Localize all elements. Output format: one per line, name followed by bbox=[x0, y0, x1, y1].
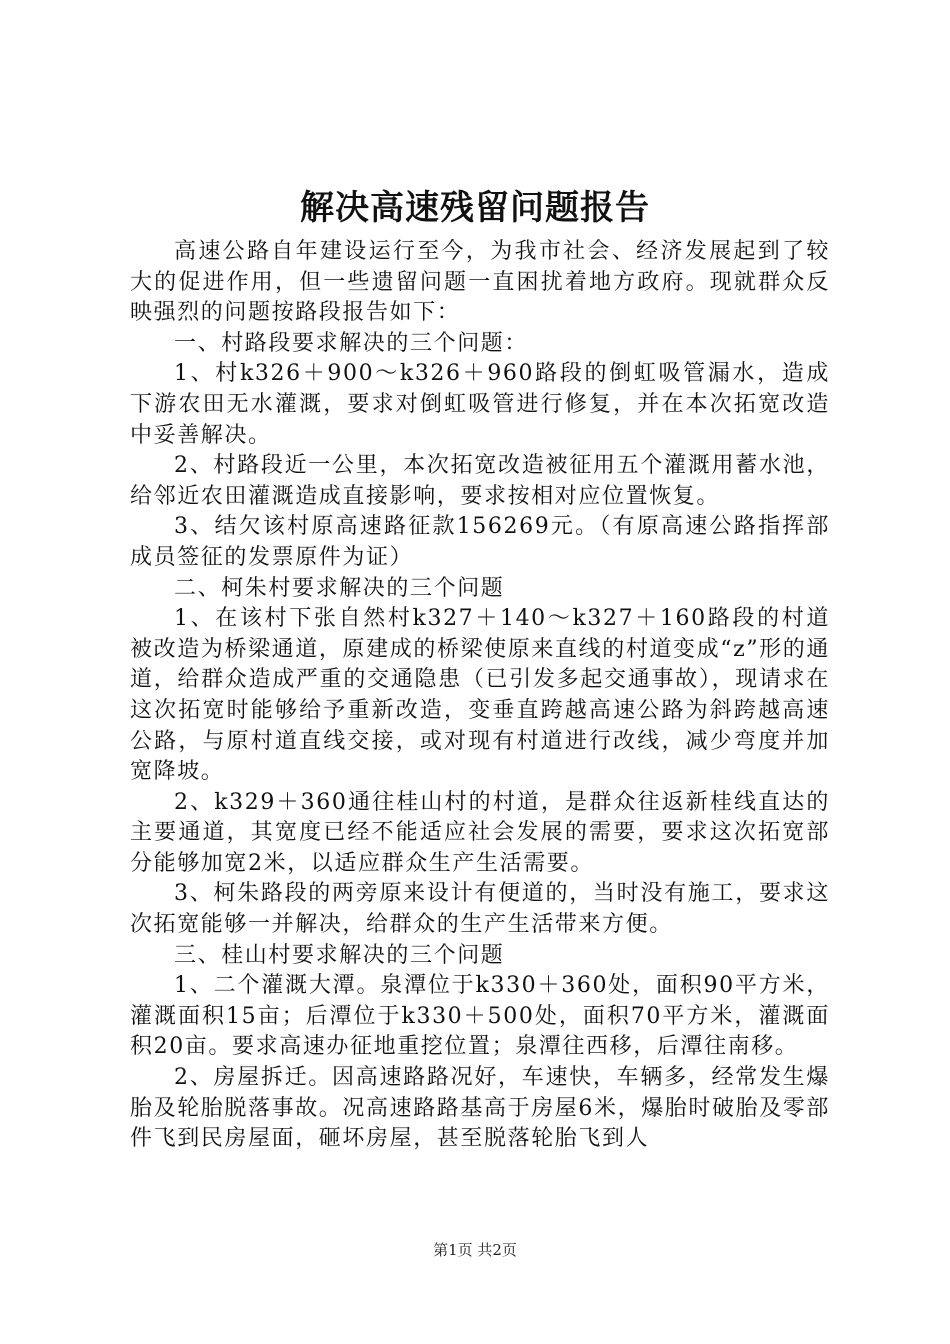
paragraph-3-1: 1、二个灌溉大潭。泉潭位于k330＋360处，面积90平方米，灌溉面积15亩；后潭位于k330＋500处，面积70平方米，灌溉面积20亩。要求高速办征地重挖位置；泉潭往西移，后潭往南移。 bbox=[130, 973, 830, 1060]
section-heading-3: 三、桂山村要求解决的三个问题 bbox=[174, 942, 505, 968]
paragraph-1-2: 2、村路段近一公里，本次拓宽改造被征用五个灌溉用蓄水池，给邻近农田灌溉造成直接影响，要求按相对应位置恢复。 bbox=[130, 453, 830, 509]
document-body bbox=[130, 237, 830, 1155]
section-heading-2: 二、柯朱村要求解决的三个问题 bbox=[174, 575, 505, 601]
paragraph-intro: 高速公路自年建设运行至今，为我市社会、经济发展起到了较大的促进作用，但一些遗留问题一直困扰着地方政府。现就群众反映强烈的问题按路段报告如下： bbox=[130, 239, 830, 326]
paragraph-1-1: 1、村k326＋900～k326＋960路段的倒虹吸管漏水，造成下游农田无水灌溉，要求对倒虹吸管进行修复，并在本次拓宽改造中妥善解决。 bbox=[130, 361, 830, 448]
document-title: 解决高速残留问题报告 bbox=[300, 188, 650, 228]
paragraph-2-3: 3、柯朱路段的两旁原来设计有便道的，当时没有施工，要求这次拓宽能够一并解决，给群众的生产生活带来方便。 bbox=[130, 881, 830, 938]
paragraph-2-2: 2、k329＋360通往桂山村的村道，是群众往返新桂线直达的主要通道，其宽度已经不能适应社会发展的需要，要求这次拓宽部分能够加宽2米，以适应群众生产生活需要。 bbox=[130, 789, 830, 876]
paragraph-3-2: 2、房屋拆迁。因高速路路况好，车速快，车辆多，经常发生爆胎及轮胎脱落事故。况高速路路基高于房屋6米，爆胎时破胎及零部件飞到民房屋面，砸坏房屋，甚至脱落轮胎飞到人 bbox=[130, 1065, 830, 1152]
paragraph-1-3: 3、结欠该村原高速路征款156269元。（有原高速公路指挥部成员签征的发票原件为证） bbox=[130, 514, 830, 570]
page-footer: 第1页 共2页 bbox=[433, 1241, 517, 1259]
paragraph-2-1: 1、在该村下张自然村k327＋140～k327＋160路段的村道被改造为桥梁通道，原建成的桥梁使原来直线的村道变成“z”形的通道，给群众造成严重的交通隐患（已引发多起交通事故），现请求在这次拓宽时能够给予重新改造，变垂直跨越高速公路为斜跨越高速公路，与原村道直线交接，或对现有村道进行改线，减少弯度并加宽降坡。 bbox=[130, 606, 830, 785]
section-heading-1: 一、村路段要求解决的三个问题： bbox=[174, 330, 529, 356]
